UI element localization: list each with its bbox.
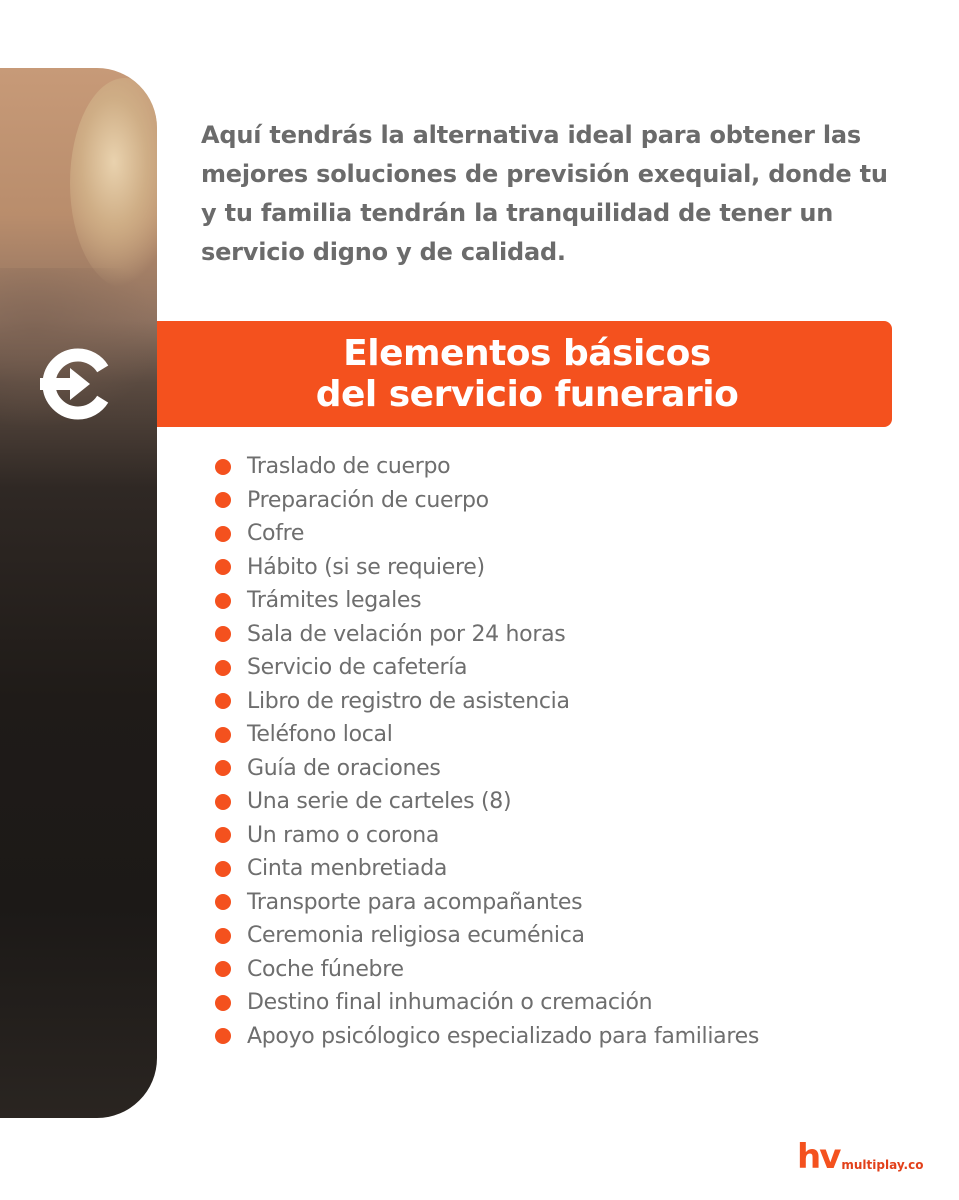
- list-item: [215, 852, 759, 886]
- list-item: [215, 517, 759, 551]
- list-item-label: Coche fúnebre: [247, 956, 404, 982]
- list-item-label: Guía de oraciones: [247, 755, 441, 781]
- list-item-label: Preparación de cuerpo: [247, 487, 489, 513]
- list-item-label: Ceremonia religiosa ecuménica: [247, 923, 585, 949]
- list-item-label: Servicio de cafetería: [247, 655, 468, 681]
- bullet-icon: [215, 459, 231, 475]
- list-item: [215, 551, 759, 585]
- bullet-icon: [215, 559, 231, 575]
- list-item-label: Destino final inhumación o cremación: [247, 990, 653, 1016]
- list-item-label: Cofre: [247, 521, 305, 547]
- bullet-icon: [215, 928, 231, 944]
- bullet-icon: [215, 794, 231, 810]
- services-list: [215, 450, 759, 1053]
- list-item: [215, 651, 759, 685]
- list-item-label: Un ramo o corona: [247, 822, 440, 848]
- list-item-label: Traslado de cuerpo: [247, 454, 451, 480]
- bullet-icon: [215, 727, 231, 743]
- list-item: [215, 953, 759, 987]
- bullet-icon: [215, 693, 231, 709]
- list-item-label: Cinta menbretiada: [247, 856, 448, 882]
- list-item: [215, 1020, 759, 1054]
- bullet-icon: [215, 660, 231, 676]
- list-item: [215, 919, 759, 953]
- bullet-icon: [215, 861, 231, 877]
- list-item-label: Una serie de carteles (8): [247, 789, 512, 815]
- logo-mark: hv: [797, 1137, 840, 1177]
- bullet-icon: [215, 894, 231, 910]
- list-item-label: Sala de velación por 24 horas: [247, 621, 566, 647]
- intro-text: Aquí tendrás la alternativa ideal para obtener las mejores soluciones de previsión exequial, donde tu y tu familia tendrán la tranquilidad de tener un servicio digno y de calidad.: [201, 121, 888, 266]
- list-item-label: Hábito (si se requiere): [247, 554, 485, 580]
- side-photo: [0, 68, 157, 1118]
- bullet-icon: [215, 593, 231, 609]
- list-item: [215, 986, 759, 1020]
- list-item: [215, 752, 759, 786]
- brand-logo[interactable]: [797, 1137, 924, 1177]
- section-title-line-2: del servicio funerario: [315, 374, 739, 415]
- bullet-icon: [215, 626, 231, 642]
- section-title: [247, 333, 807, 415]
- list-item: [215, 685, 759, 719]
- bullet-icon: [215, 1028, 231, 1044]
- arrow-right-circle-icon: [40, 346, 116, 422]
- section-title-line-1: Elementos básicos: [343, 333, 711, 374]
- list-item: [215, 886, 759, 920]
- list-item-label: Libro de registro de asistencia: [247, 688, 570, 714]
- bullet-icon: [215, 526, 231, 542]
- list-item-label: Transporte para acompañantes: [247, 889, 583, 915]
- list-item: [215, 450, 759, 484]
- bullet-icon: [215, 961, 231, 977]
- list-item: [215, 584, 759, 618]
- bullet-icon: [215, 492, 231, 508]
- bullet-icon: [215, 760, 231, 776]
- list-item: [215, 484, 759, 518]
- bullet-icon: [215, 827, 231, 843]
- list-item: [215, 785, 759, 819]
- list-item: [215, 819, 759, 853]
- list-item: [215, 718, 759, 752]
- list-item-label: Teléfono local: [247, 722, 393, 748]
- list-item-label: Trámites legales: [247, 588, 422, 614]
- list-item: [215, 618, 759, 652]
- logo-site: multiplay.co: [841, 1158, 924, 1172]
- section-banner: [157, 321, 892, 427]
- photo-highlight: [70, 78, 157, 288]
- bullet-icon: [215, 995, 231, 1011]
- list-item-label: Apoyo psicólogico especializado para familiares: [247, 1023, 759, 1049]
